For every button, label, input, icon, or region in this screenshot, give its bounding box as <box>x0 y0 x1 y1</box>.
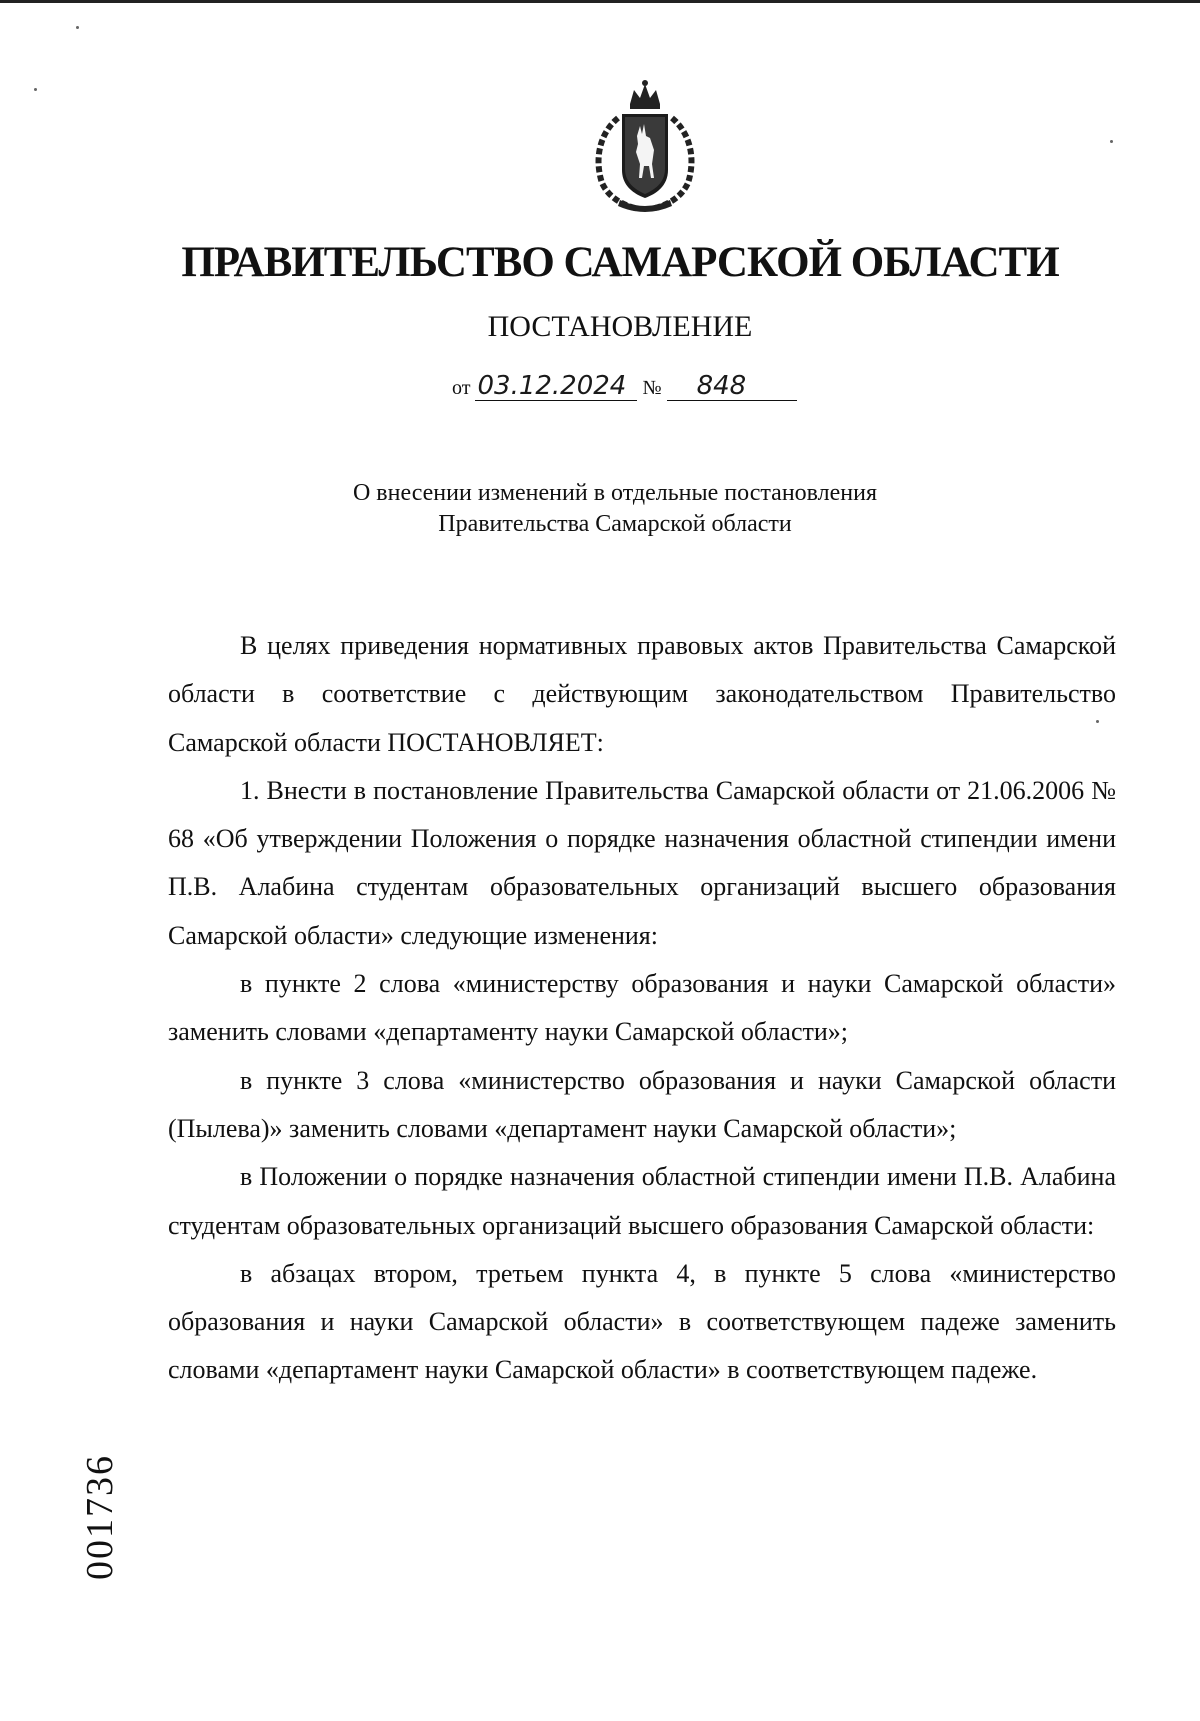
number-prefix: № <box>642 377 662 399</box>
scan-speck <box>76 26 79 29</box>
document-type: ПОСТАНОВЛЕНИЕ <box>487 310 753 343</box>
scan-speck <box>34 88 37 91</box>
coat-of-arms-icon <box>580 78 710 213</box>
document-subject <box>0 478 1200 540</box>
scan-speck <box>1096 720 1099 723</box>
body-paragraph: в абзацах втором, третьем пункта 4, в пункте 5 слова «министерство образования и науки Самарской области» в соответствующем падеже заменить словами «департамент науки Самарской области» в соответствующем падеже. <box>168 1258 1116 1385</box>
margin-serial-number: 001736 <box>79 1454 121 1580</box>
body-paragraph: в пункте 2 слова «министерству образования и науки Самарской области» заменить словами «департаменту науки Самарской области»; <box>168 969 1116 1047</box>
scan-speck <box>1110 140 1113 143</box>
handwritten-number: 848 <box>667 372 797 401</box>
top-border-line <box>0 0 1200 3</box>
handwritten-date: 03.12.2024 <box>475 372 637 401</box>
date-prefix: от <box>452 377 471 399</box>
date-number-line <box>452 372 797 401</box>
body-paragraph: в Положении о порядке назначения областной стипендии имени П.В. Алабина студентам образовательных организаций высшего образования Самарской области: <box>168 1162 1116 1240</box>
subject-line-2: Правительства Самарской области <box>438 511 792 537</box>
body-paragraph: в пункте 3 слова «министерство образования и науки Самарской области (Пылева)» заменить словами «департамент науки Самарской области»; <box>168 1065 1116 1143</box>
body-paragraph: В целях приведения нормативных правовых актов Правительства Самарской области в соответствие с действующим законодательством Правительство Самарской области ПОСТАНОВЛЯЕТ: <box>168 631 1116 757</box>
document-body <box>168 622 1116 1395</box>
subject-line-1: О внесении изменений в отдельные постановления <box>352 480 878 506</box>
body-paragraph: 1. Внести в постановление Правительства Самарской области от 21.06.2006 № 68 «Об утверждении Положения о порядке назначения областной стипендии имени П.В. Алабина студентам образовательных организаций высшего образования Самарской области» следующие изменения: <box>168 775 1116 950</box>
government-title: ПРАВИТЕЛЬСТВО САМАРСКОЙ ОБЛАСТИ <box>181 239 1059 286</box>
